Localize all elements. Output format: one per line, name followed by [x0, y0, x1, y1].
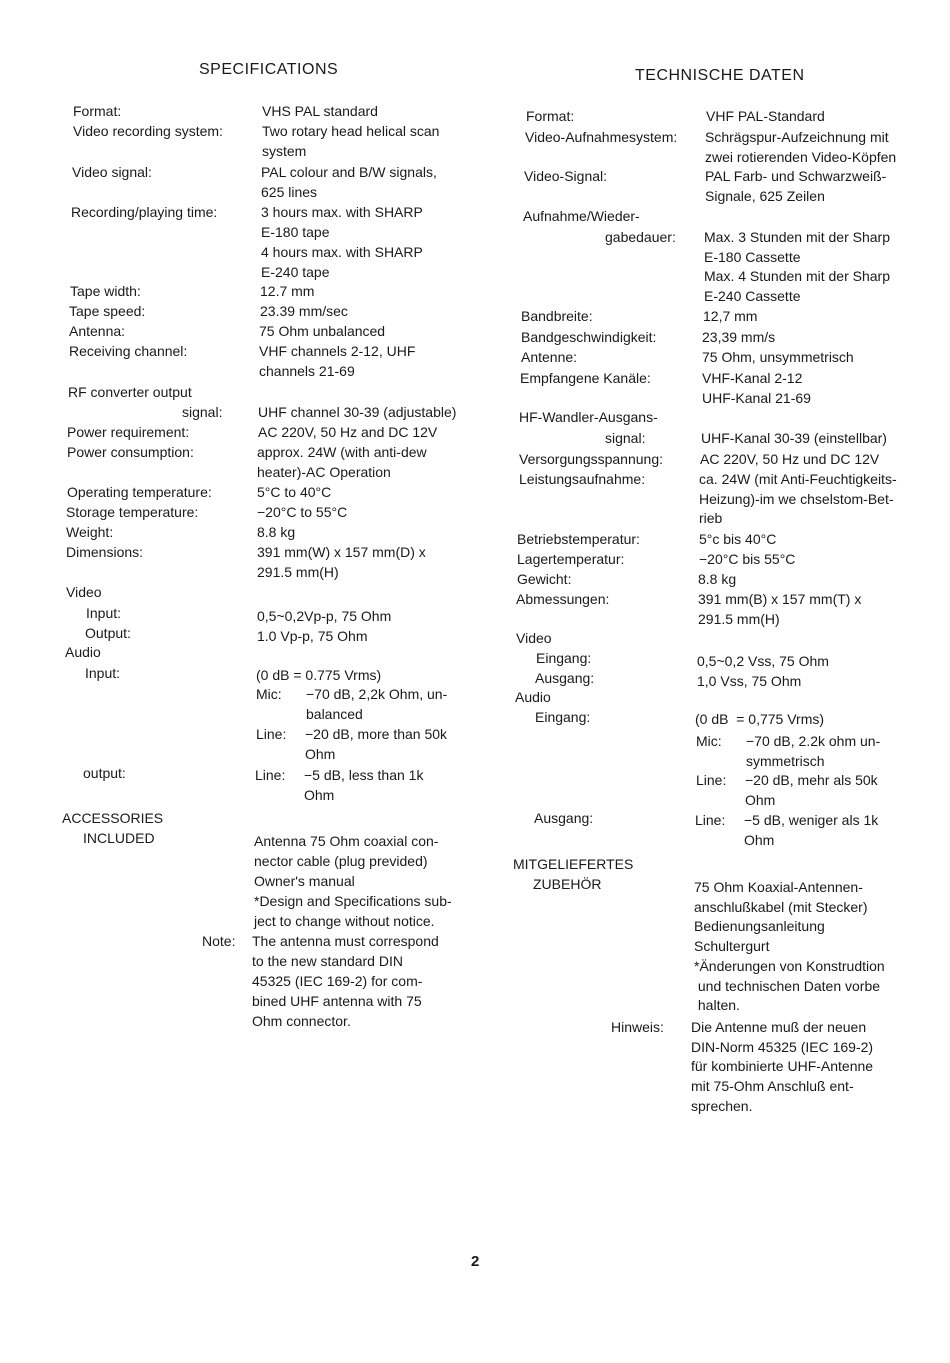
spec-value: −20°C bis 55°C — [699, 551, 796, 567]
spec-label: Antenna: — [69, 323, 126, 339]
accessories-line: ject to change without notice. — [254, 913, 435, 929]
spec-value: E-180 Cassette — [704, 248, 801, 265]
spec-value: E-240 tape — [261, 264, 330, 280]
spec-label: Recording/playing time: — [71, 204, 218, 220]
spec-value: VHF channels 2-12, UHF — [259, 343, 416, 359]
note-line: to the new standard DIN — [252, 953, 403, 969]
accessories-line: Owner's manual — [254, 873, 355, 889]
spec-value: 5°C to 40°C — [257, 484, 332, 500]
spec-value: UHF-Kanal 21-69 — [702, 389, 811, 406]
audio-heading: Audio — [65, 644, 101, 660]
spec-value: 391 mm(W) x 157 mm(D) x — [257, 544, 426, 560]
spec-value: UHF channel 30-39 (adjustable) — [258, 404, 457, 420]
spec-label: Abmessungen: — [516, 591, 610, 607]
spec-label: Bandgeschwindigkeit: — [521, 329, 657, 345]
spec-value: VHF-Kanal 2-12 — [702, 370, 803, 386]
spec-value: 625 lines — [261, 184, 318, 200]
spec-value: AC 220V, 50 Hz und DC 12V — [700, 451, 880, 467]
spec-label: Format: — [73, 103, 122, 119]
spec-value: Max. 3 Stunden mit der Sharp — [704, 229, 890, 245]
audio-input-label: Eingang: — [535, 709, 591, 725]
accessories-heading: ACCESSORIES — [62, 810, 164, 826]
line-out-value: Ohm — [744, 831, 775, 848]
accessories-line: Antenna 75 Ohm coaxial con- — [254, 833, 439, 849]
mic-value: symmetrisch — [746, 752, 825, 769]
video-heading: Video — [516, 630, 552, 646]
spec-value: 5°c bis 40°C — [699, 531, 777, 547]
spec-value: 3 hours max. with SHARP — [261, 204, 423, 220]
accessories-line: anschlußkabel (mit Stecker) — [694, 898, 868, 915]
spec-value: VHF PAL-Standard — [706, 108, 825, 124]
spec-value: 23.39 mm/sec — [260, 303, 348, 319]
line-in-value: Ohm — [745, 791, 776, 808]
accessories-line: Bedienungsanleitung — [694, 918, 825, 935]
spec-label: Weight: — [66, 524, 114, 540]
spec-value: 291.5 mm(H) — [698, 610, 780, 627]
accessories-line: und technischen Daten vorbe — [694, 977, 881, 994]
spec-label: Tape width: — [70, 283, 141, 299]
spec-value: 4 hours max. with SHARP — [261, 244, 423, 260]
spec-label: Power consumption: — [67, 444, 194, 460]
spec-label: Leistungsaufnahme: — [519, 471, 646, 487]
spec-label: HF-Wandler-Ausgans- — [519, 409, 658, 425]
spec-label-continued: gabedauer: — [605, 229, 676, 245]
note-line: Die Antenne muß der neuen — [691, 1019, 867, 1035]
heading-specifications: SPECIFICATIONS — [199, 61, 339, 78]
spec-value: heater)-AC Operation — [257, 464, 391, 480]
spec-value: Two rotary head helical scan — [262, 123, 440, 139]
spec-value: zwei rotierenden Video-Köpfen — [705, 148, 897, 165]
spec-label: Video-Aufnahmesystem: — [525, 129, 678, 145]
spec-label: Dimensions: — [66, 544, 144, 560]
accessories-heading: MITGELIEFERTES — [513, 856, 634, 872]
video-input-value: 0,5~0,2 Vss, 75 Ohm — [697, 653, 829, 669]
spec-value: Schrägspur-Aufzeichnung mit — [705, 129, 889, 145]
spec-value: E-240 Cassette — [704, 288, 801, 305]
video-heading: Video — [66, 584, 102, 600]
page-number: 2 — [471, 1253, 480, 1270]
line-in-value: −20 dB, more than 50k — [305, 726, 448, 742]
accessories-line: halten. — [694, 997, 740, 1014]
mic-label: Mic: — [696, 733, 722, 749]
spec-value: Signale, 625 Zeilen — [705, 187, 825, 204]
note-line: The antenna must correspond — [252, 933, 439, 949]
spec-value: PAL colour and B/W signals, — [261, 164, 437, 180]
audio-output-label: Ausgang: — [534, 810, 594, 826]
spec-label: Power requirement: — [67, 424, 190, 440]
spec-value: ca. 24W (mit Anti-Feuchtigkeits- — [699, 471, 897, 487]
note-line: Ohm connector. — [252, 1013, 351, 1029]
note-line: DIN-Norm 45325 (IEC 169-2) — [691, 1038, 874, 1055]
spec-value: rieb — [699, 510, 723, 527]
spec-value: E-180 tape — [261, 224, 330, 240]
spec-value: 75 Ohm, unsymmetrisch — [702, 349, 854, 365]
video-output-value: 1,0 Vss, 75 Ohm — [697, 673, 802, 689]
spec-value: 8.8 kg — [698, 571, 737, 587]
spec-value: UHF-Kanal 30-39 (einstellbar) — [701, 430, 887, 446]
line-in-value: Ohm — [305, 746, 336, 762]
line-out-value: −5 dB, less than 1k — [304, 767, 424, 783]
audio-heading: Audio — [515, 689, 551, 705]
spec-label: Tape speed: — [69, 303, 146, 319]
line-in-value: −20 dB, mehr als 50k — [745, 772, 878, 788]
accessories-heading-2: INCLUDED — [83, 830, 155, 846]
spec-label: Format: — [526, 108, 575, 124]
line-in-label: Line: — [256, 726, 287, 742]
accessories-line: *Design and Specifications sub- — [254, 893, 452, 909]
spec-label: Betriebstemperatur: — [517, 531, 640, 547]
spec-label: Bandbreite: — [521, 308, 593, 324]
spec-label: Aufnahme/Wieder- — [523, 208, 640, 224]
spec-value: −20°C to 55°C — [257, 504, 348, 520]
audio-reference-level: (0 dB = 0.775 Vrms) — [256, 667, 382, 683]
spec-value: Heizung)-im we chselstom-Bet- — [699, 490, 894, 507]
note-line: sprechen. — [691, 1097, 753, 1114]
line-out-label: Line: — [255, 767, 286, 783]
accessories-heading-2: ZUBEHÖR — [533, 876, 602, 892]
spec-value: 75 Ohm unbalanced — [259, 323, 386, 339]
spec-label: Empfangene Kanäle: — [520, 370, 651, 386]
spec-value: 391 mm(B) x 157 mm(T) x — [698, 591, 862, 607]
spec-label-continued: signal: — [182, 404, 223, 420]
spec-value: 12,7 mm — [703, 308, 758, 324]
video-output-value: 1.0 Vp-p, 75 Ohm — [257, 628, 368, 644]
video-input-label: Eingang: — [536, 650, 592, 666]
mic-value: balanced — [306, 706, 363, 722]
spec-label: Operating temperature: — [67, 484, 212, 500]
line-in-label: Line: — [696, 772, 727, 788]
spec-value: VHS PAL standard — [262, 103, 378, 119]
accessories-line: *Änderungen von Konstrudtion — [694, 957, 885, 974]
spec-label: Receiving channel: — [69, 343, 188, 359]
spec-value: channels 21-69 — [259, 363, 355, 379]
note-line: bined UHF antenna with 75 — [252, 993, 422, 1009]
spec-value: Max. 4 Stunden mit der Sharp — [704, 268, 890, 285]
spec-label: Video recording system: — [73, 123, 223, 139]
video-output-label: Output: — [85, 625, 131, 641]
video-input-value: 0,5~0,2Vp-p, 75 Ohm — [257, 608, 392, 624]
line-out-label: Line: — [695, 812, 726, 828]
spec-value: PAL Farb- und Schwarzweiß- — [705, 168, 887, 184]
video-output-label: Ausgang: — [535, 670, 595, 686]
spec-value: AC 220V, 50 Hz and DC 12V — [258, 424, 438, 440]
note-line: 45325 (IEC 169-2) for com- — [252, 973, 423, 989]
video-input-label: Input: — [86, 605, 122, 621]
mic-label: Mic: — [256, 686, 282, 702]
spec-value: system — [262, 143, 307, 159]
spec-label: RF converter output — [68, 384, 192, 400]
mic-value: −70 dB, 2,2k Ohm, un- — [306, 686, 448, 702]
spec-value: approx. 24W (with anti-dew — [257, 444, 427, 460]
audio-reference-level: (0 dB = 0,775 Vrms) — [695, 711, 825, 727]
spec-value: 12.7 mm — [260, 283, 315, 299]
accessories-line: 75 Ohm Koaxial-Antennen- — [694, 879, 863, 895]
spec-label-continued: signal: — [605, 430, 646, 446]
spec-value: 23,39 mm/s — [702, 329, 776, 345]
spec-label: Versorgungsspannung: — [519, 451, 663, 467]
accessories-line: Schultergurt — [694, 938, 770, 955]
note-line: mit 75-Ohm Anschluß ent- — [691, 1078, 854, 1095]
spec-label: Video-Signal: — [524, 168, 608, 184]
accessories-line: nector cable (plug previded) — [254, 853, 428, 869]
spec-label: Video signal: — [72, 164, 152, 180]
audio-output-label: output: — [83, 765, 126, 781]
spec-value: 291.5 mm(H) — [257, 564, 339, 580]
spec-label: Antenne: — [521, 349, 578, 365]
spec-label: Gewicht: — [517, 571, 572, 587]
line-out-value: Ohm — [304, 787, 335, 803]
spec-value: 8.8 kg — [257, 524, 296, 540]
mic-value: −70 dB, 2.2k ohm un- — [746, 733, 881, 749]
line-out-value: −5 dB, weniger als 1k — [744, 812, 879, 828]
note-line: für kombinierte UHF-Antenne — [691, 1058, 874, 1075]
note-label: Note: — [202, 933, 236, 949]
audio-input-label: Input: — [85, 665, 121, 681]
note-label: Hinweis: — [611, 1019, 664, 1035]
spec-label: Storage temperature: — [66, 504, 199, 520]
heading-technische-daten: TECHNISCHE DATEN — [635, 67, 805, 84]
spec-label: Lagertemperatur: — [517, 551, 625, 567]
